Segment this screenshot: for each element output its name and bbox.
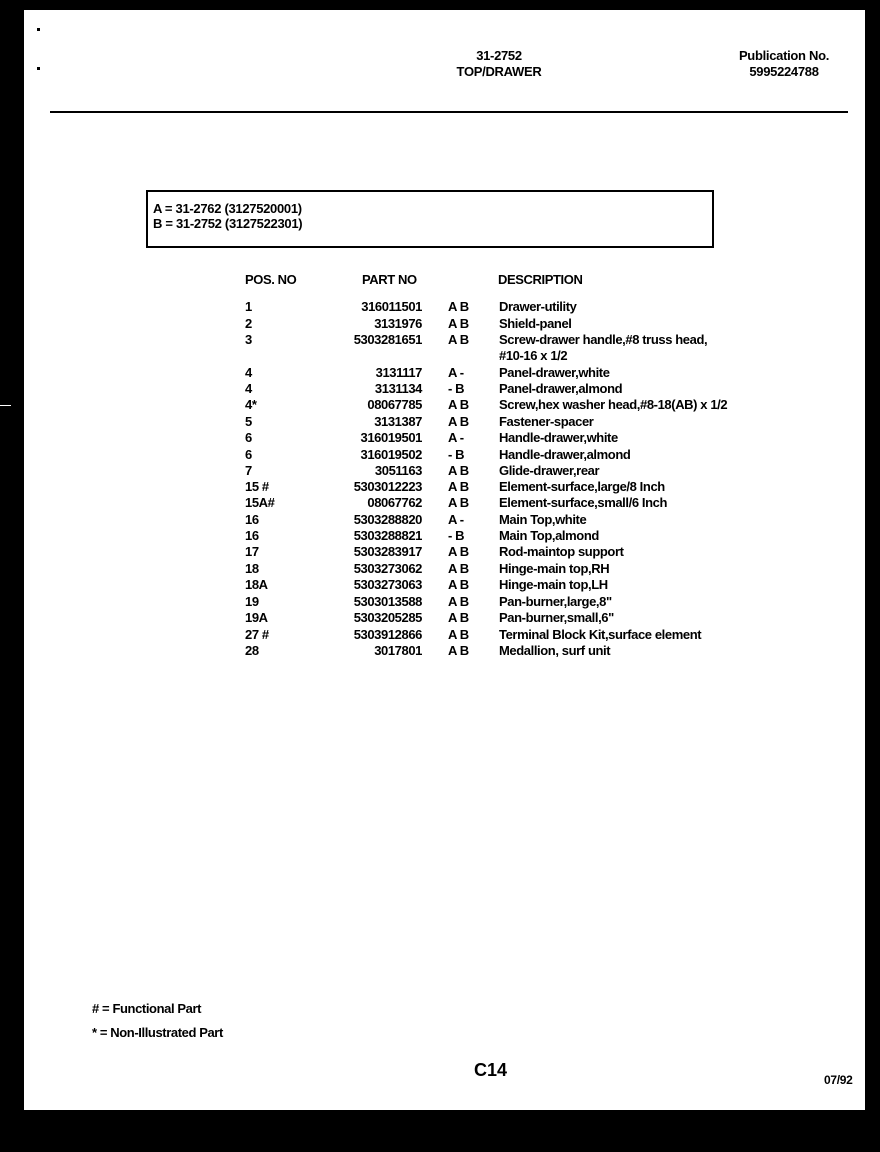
pos-number: 16 bbox=[245, 512, 259, 527]
model-availability: A B bbox=[448, 544, 469, 559]
part-description: Medallion, surf unit bbox=[499, 643, 611, 658]
pos-number: 16 bbox=[245, 528, 259, 543]
pos-number: 4* bbox=[245, 397, 257, 412]
pos-number: 6 bbox=[245, 430, 252, 445]
part-description: Element-surface,small/6 Inch bbox=[499, 495, 667, 510]
part-description: Handle-drawer,white bbox=[499, 430, 618, 445]
edge-tick bbox=[0, 405, 11, 406]
part-description: Panel-drawer,almond bbox=[499, 381, 623, 396]
section-title: TOP/DRAWER bbox=[456, 64, 542, 79]
model-availability: A - bbox=[448, 430, 464, 445]
model-availability: A B bbox=[448, 561, 469, 576]
part-number: 5303012223 bbox=[353, 479, 422, 494]
pos-number: 15 # bbox=[245, 479, 269, 494]
part-description-continued: #10-16 x 1/2 bbox=[499, 348, 568, 363]
model-availability: A B bbox=[448, 332, 469, 347]
part-number: 5303281651 bbox=[353, 332, 422, 347]
model-availability: A B bbox=[448, 414, 469, 429]
pos-number: 7 bbox=[245, 463, 252, 478]
part-description: Element-surface,large/8 Inch bbox=[499, 479, 665, 494]
model-availability: A B bbox=[448, 463, 469, 478]
pos-number: 19 bbox=[245, 594, 259, 609]
part-description: Screw-drawer handle,#8 truss head, bbox=[499, 332, 708, 347]
part-description: Shield-panel bbox=[499, 316, 572, 331]
model-a: A = 31-2762 (3127520001) bbox=[153, 201, 302, 216]
model-availability: - B bbox=[448, 447, 465, 462]
column-pos-no: POS. NO bbox=[245, 272, 297, 287]
legend-functional: # = Functional Part bbox=[92, 1001, 202, 1016]
part-number: 08067785 bbox=[367, 397, 422, 412]
model-availability: - B bbox=[448, 381, 465, 396]
legend-non-illustrated: * = Non-Illustrated Part bbox=[92, 1025, 223, 1040]
part-number: 316011501 bbox=[361, 299, 422, 314]
model-legend-box bbox=[146, 190, 714, 248]
part-number: 5303288820 bbox=[353, 512, 422, 527]
part-number: 5303288821 bbox=[353, 528, 422, 543]
part-description: Main Top,almond bbox=[499, 528, 599, 543]
pos-number: 28 bbox=[245, 643, 259, 658]
publication-number: 5995224788 bbox=[749, 64, 819, 79]
part-number: 3131117 bbox=[375, 365, 422, 380]
part-number: 5303273062 bbox=[353, 561, 422, 576]
model-number: 31-2752 bbox=[476, 48, 522, 63]
model-availability: A B bbox=[448, 610, 469, 625]
part-description: Hinge-main top,LH bbox=[499, 577, 608, 592]
model-availability: A B bbox=[448, 643, 469, 658]
header-divider bbox=[50, 111, 848, 113]
part-description: Handle-drawer,almond bbox=[499, 447, 631, 462]
part-description: Pan-burner,large,8" bbox=[499, 594, 612, 609]
pos-number: 2 bbox=[245, 316, 252, 331]
part-description: Pan-burner,small,6" bbox=[499, 610, 614, 625]
part-number: 3017801 bbox=[374, 643, 422, 658]
model-b: B = 31-2752 (3127522301) bbox=[153, 216, 303, 231]
speck bbox=[37, 28, 40, 31]
pos-number: 3 bbox=[245, 332, 252, 347]
part-number: 5303205285 bbox=[353, 610, 422, 625]
part-number: 5303013588 bbox=[353, 594, 422, 609]
pos-number: 17 bbox=[245, 544, 259, 559]
part-description: Main Top,white bbox=[499, 512, 587, 527]
part-number: 5303283917 bbox=[353, 544, 422, 559]
part-number: 316019502 bbox=[360, 447, 422, 462]
part-number: 5303273063 bbox=[353, 577, 422, 592]
part-number: 3131134 bbox=[374, 381, 422, 396]
part-description: Panel-drawer,white bbox=[499, 365, 610, 380]
model-availability: A B bbox=[448, 495, 469, 510]
model-availability: A B bbox=[448, 479, 469, 494]
part-number: 316019501 bbox=[360, 430, 422, 445]
revision-date: 07/92 bbox=[824, 1073, 853, 1087]
pos-number: 18A bbox=[245, 577, 268, 592]
part-number: 3131976 bbox=[374, 316, 422, 331]
publication-info bbox=[714, 48, 854, 80]
part-description: Glide-drawer,rear bbox=[499, 463, 600, 478]
part-number: 3131387 bbox=[374, 414, 422, 429]
pos-number: 6 bbox=[245, 447, 252, 462]
part-description: Terminal Block Kit,surface element bbox=[499, 627, 702, 642]
model-availability: A B bbox=[448, 316, 469, 331]
pos-number: 15A# bbox=[245, 495, 275, 510]
document-page bbox=[24, 10, 865, 1110]
model-availability: A B bbox=[448, 627, 469, 642]
model-availability: - B bbox=[448, 528, 465, 543]
column-description: DESCRIPTION bbox=[498, 272, 583, 287]
part-description: Screw,hex washer head,#8-18(AB) x 1/2 bbox=[499, 397, 728, 412]
model-availability: A - bbox=[448, 512, 464, 527]
part-description: Hinge-main top,RH bbox=[499, 561, 610, 576]
page-number: C14 bbox=[474, 1060, 508, 1080]
pos-number: 27 # bbox=[245, 627, 269, 642]
model-availability: A - bbox=[448, 365, 464, 380]
pos-number: 18 bbox=[245, 561, 259, 576]
model-availability: A B bbox=[448, 594, 469, 609]
pos-number: 4 bbox=[245, 381, 252, 396]
page-header-center bbox=[384, 48, 614, 80]
model-availability: A B bbox=[448, 577, 469, 592]
speck bbox=[37, 67, 40, 70]
pos-number: 1 bbox=[245, 299, 252, 314]
column-part-no: PART NO bbox=[362, 272, 417, 287]
publication-label: Publication No. bbox=[738, 48, 830, 63]
pos-number: 5 bbox=[245, 414, 252, 429]
part-number: 3051163 bbox=[374, 463, 422, 478]
model-availability: A B bbox=[448, 397, 469, 412]
part-number: 08067762 bbox=[367, 495, 422, 510]
pos-number: 19A bbox=[245, 610, 268, 625]
part-description: Drawer-utility bbox=[499, 299, 577, 314]
part-number: 5303912866 bbox=[353, 627, 422, 642]
model-availability: A B bbox=[448, 299, 469, 314]
part-description: Rod-maintop support bbox=[499, 544, 624, 559]
pos-number: 4 bbox=[245, 365, 252, 380]
part-description: Fastener-spacer bbox=[499, 414, 594, 429]
